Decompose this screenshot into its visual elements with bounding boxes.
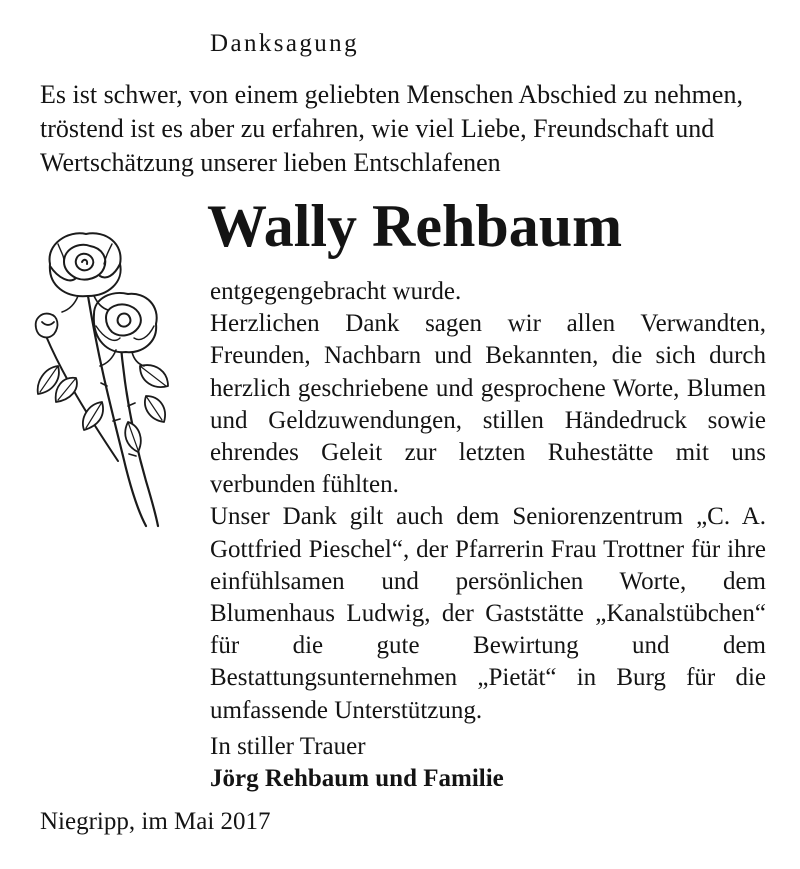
signature-block — [210, 731, 504, 795]
intro-line: Es ist schwer, von einem geliebten Menschen Abschied zu nehmen, — [40, 80, 743, 109]
body-paragraph: entgegengebracht wurde. — [210, 278, 462, 305]
place-date: Niegripp, im Mai 2017 — [40, 808, 271, 835]
body-paragraph: Unser Dank gilt auch dem Seniorenzentrum „C. A. Gottfried Pieschel“, der Pfarrerin Frau Trottner für ihre einfühlsamen und persönlichen Worte, dem Blumenhaus Ludwig, der Gaststätte „Kanalstübchen“ für die gute Bewirtung und dem Bestattungsunternehmen „Pietät“ in Burg für die umfassende Unterstützung. — [210, 503, 766, 724]
closing-phrase: In stiller Trauer — [210, 733, 366, 760]
signatory: Jörg Rehbaum und Familie — [210, 765, 504, 792]
intro-text — [40, 78, 764, 180]
intro-line: Wertschätzung unserer lieben Entschlafenen — [40, 148, 501, 177]
intro-line: tröstend ist es aber zu erfahren, wie viel Liebe, Freundschaft und — [40, 114, 715, 143]
rose-illustration — [28, 226, 178, 536]
deceased-name: Wally Rehbaum — [207, 193, 623, 259]
body-paragraph: Herzlichen Dank sagen wir allen Verwandten, Freunden, Nachbarn und Bekannten, die sich durch herzlich geschriebene und gesprochene Worte, Blumen und Geldzuwendungen, stillen Händedruck sowie ehrendes Geleit zur letzten Ruhestätte mit uns verbunden fühlten. — [210, 310, 766, 499]
notice-heading: Danksagung — [210, 30, 359, 57]
notice-body — [210, 276, 766, 727]
